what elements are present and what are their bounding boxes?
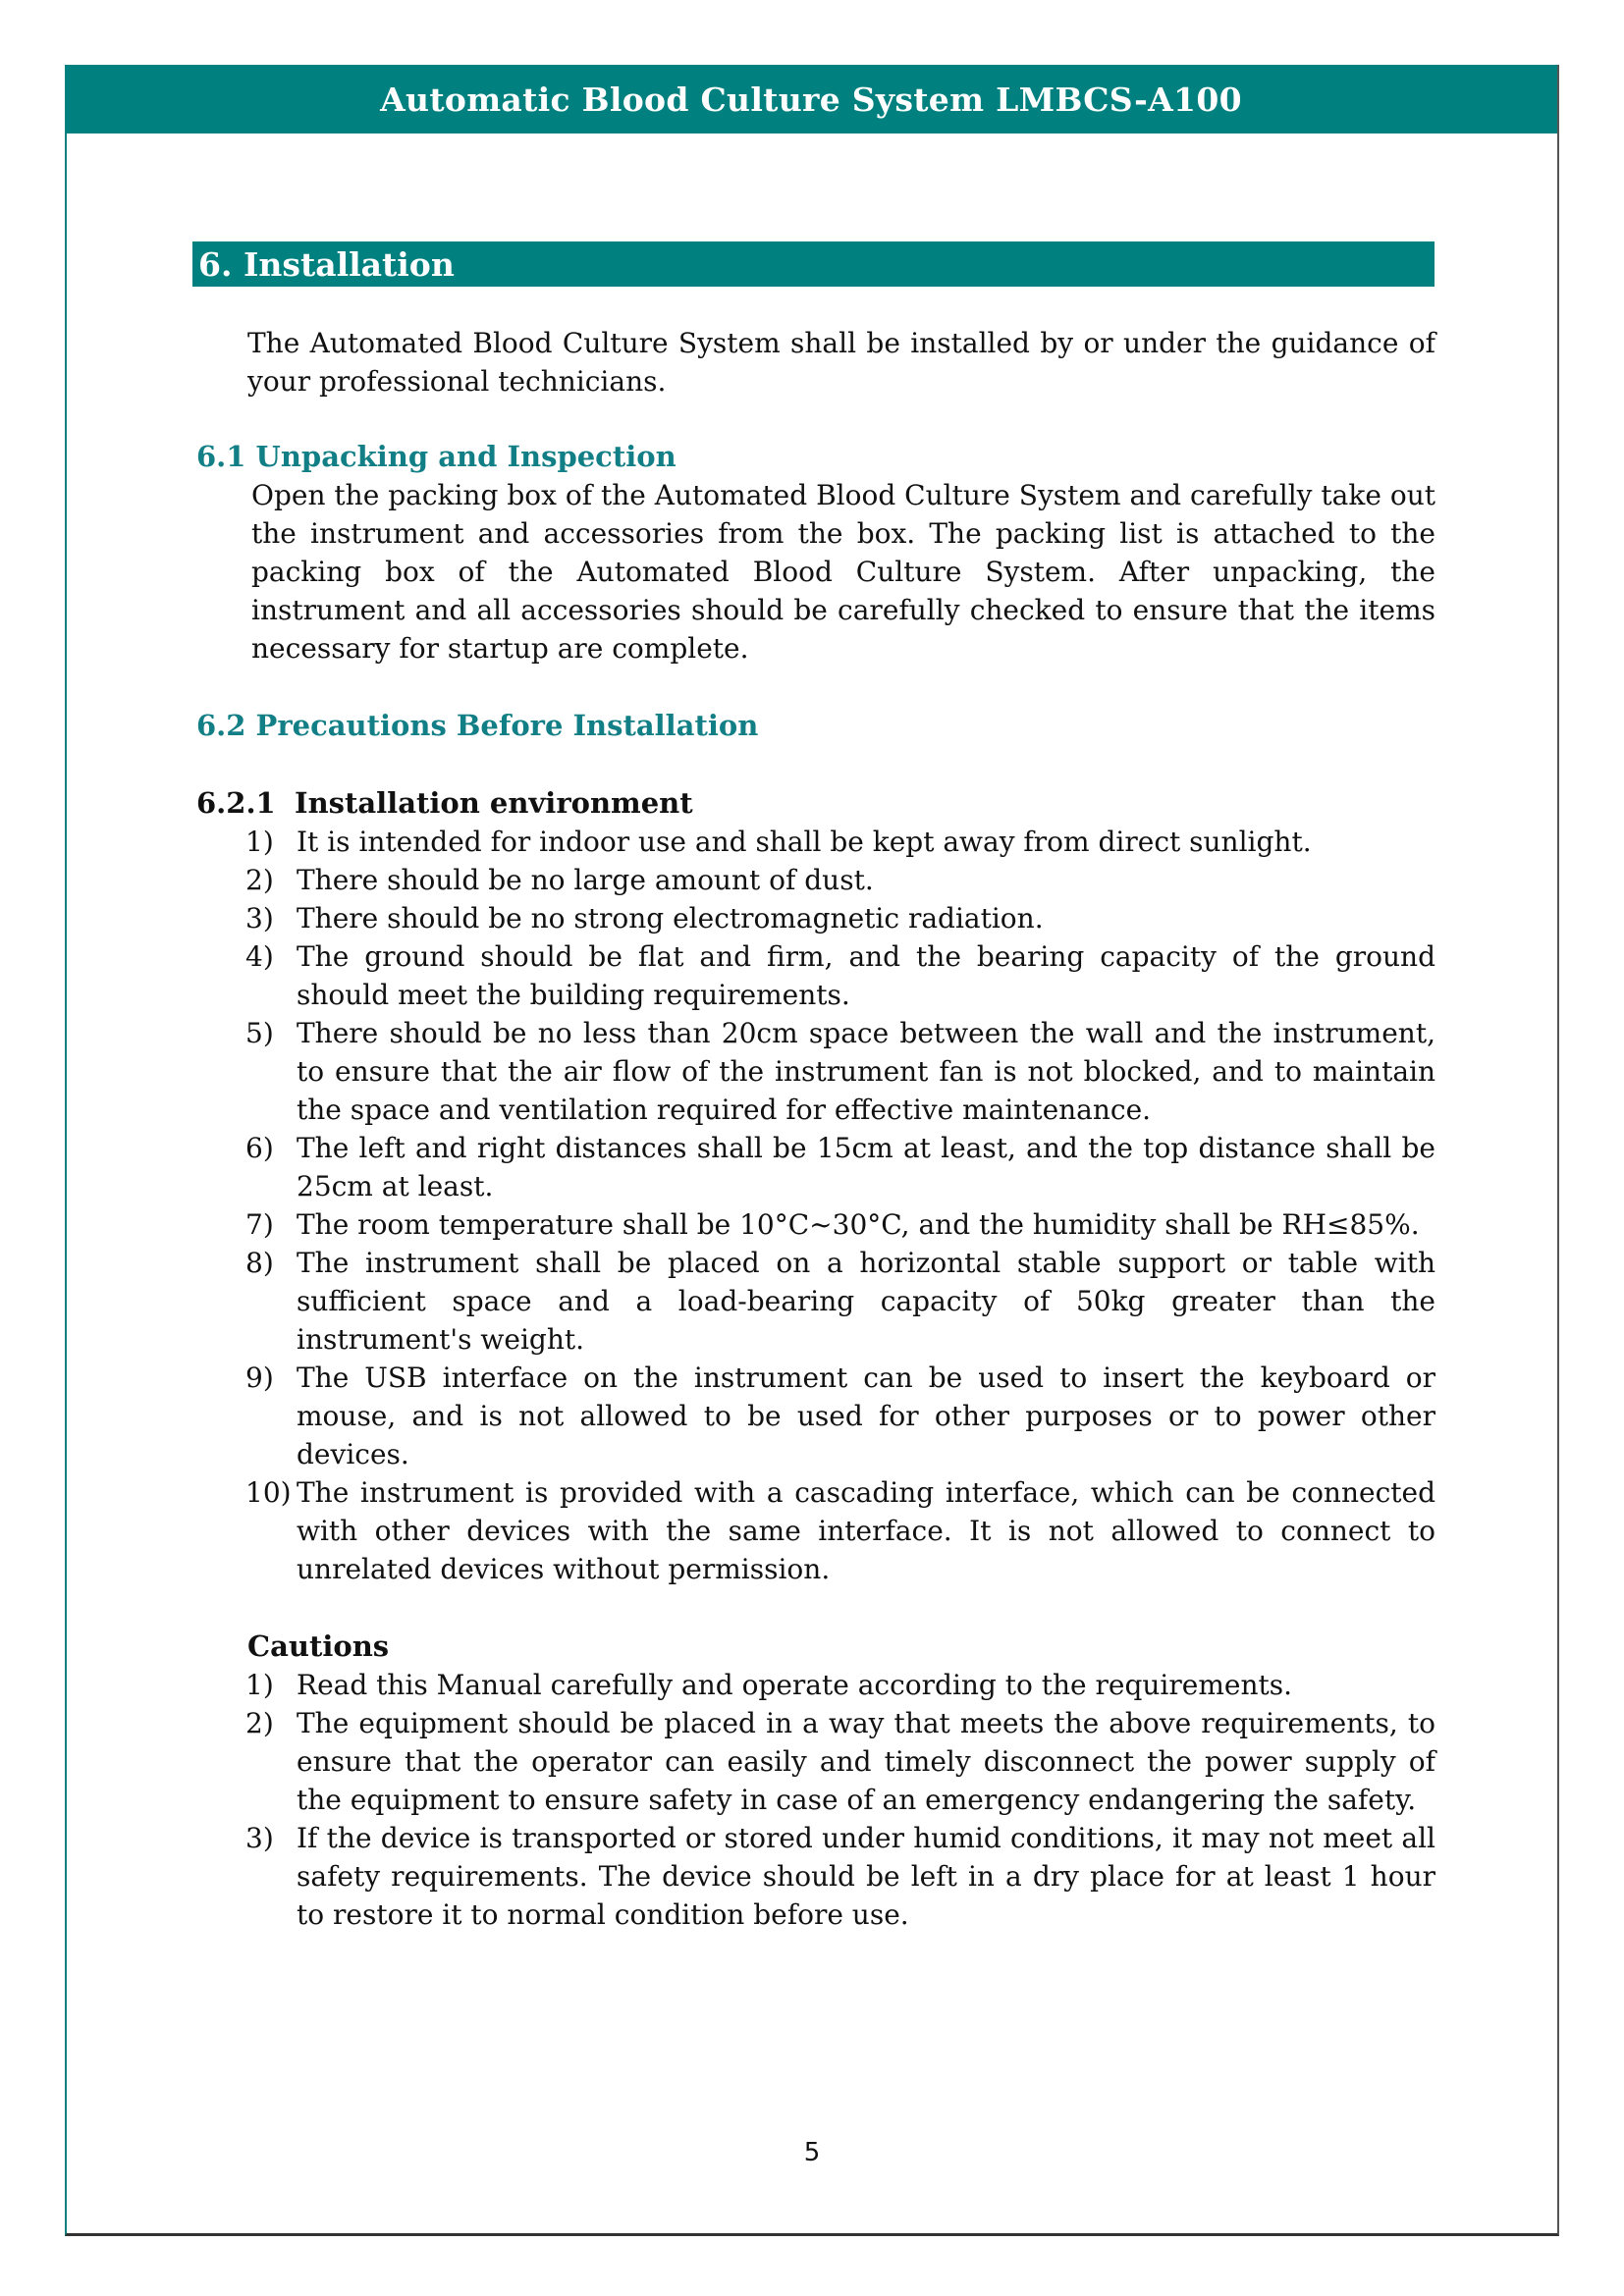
list-item bbox=[196, 1205, 1435, 1244]
list-item-text: Read this Manual carefully and operate according to the requirements. bbox=[297, 1669, 1293, 1701]
list-item bbox=[196, 899, 1435, 937]
list-item-text: There should be no less than 20cm space between the wall and the instrument, to ensure that the air flow of the instrument fan is not blocked, and to maintain the space and ventilation required for effective maintenance. bbox=[297, 1017, 1435, 1126]
cautions-heading: Cautions bbox=[247, 1629, 390, 1663]
list-item-text: The instrument shall be placed on a horizontal stable support or table with sufficient space and a load-bearing capacity of 50kg greater than the instrument's weight. bbox=[297, 1247, 1435, 1356]
list-item bbox=[196, 1129, 1435, 1205]
list-item bbox=[196, 1014, 1435, 1129]
list-item-number: 3) bbox=[245, 1822, 274, 1854]
document-title: Automatic Blood Culture System LMBCS-A100 bbox=[380, 80, 1242, 119]
page-content bbox=[196, 324, 1435, 1934]
list-item bbox=[196, 1359, 1435, 1473]
list-item-number: 6) bbox=[245, 1132, 274, 1164]
page-number: 5 bbox=[803, 2138, 821, 2167]
list-item bbox=[196, 1704, 1435, 1819]
list-item-text: There should be no large amount of dust. bbox=[297, 864, 874, 896]
list-item-text: The USB interface on the instrument can be used to insert the keyboard or mouse, and is not allowed to be used for other purposes or to power other devices. bbox=[297, 1362, 1435, 1470]
list-item-number: 7) bbox=[245, 1208, 274, 1241]
list-item-text: The left and right distances shall be 15cm at least, and the top distance shall be 25cm at least. bbox=[297, 1132, 1435, 1202]
list-item-text: The instrument is provided with a cascading interface, which can be connected with other devices with the same interface. It is not allowed to connect to unrelated devices without permission. bbox=[297, 1476, 1435, 1585]
section-intro: The Automated Blood Culture System shall be installed by or under the guidance of your professional technicians. bbox=[247, 327, 1435, 398]
list-item-text: The ground should be flat and firm, and the bearing capacity of the ground should meet the building requirements. bbox=[297, 940, 1435, 1011]
list-item bbox=[196, 823, 1435, 861]
list-item-text: The equipment should be placed in a way that meets the above requirements, to ensure that the operator can easily and timely disconnect the power supply of the equipment to ensure safety in case of an emergency endangering the safety. bbox=[297, 1707, 1435, 1816]
subsection-body-6-1: Open the packing box of the Automated Blood Culture System and carefully take out the instrument and accessories from the box. The packing list is attached to the packing box of the Automated Blood Culture System. After unpacking, the instrument and all accessories should be carefully checked to ensure that the items necessary for startup are complete. bbox=[251, 479, 1435, 665]
list-item-text: It is intended for indoor use and shall be kept away from direct sunlight. bbox=[297, 826, 1312, 858]
list-item-text: The room temperature shall be 10°C~30°C, and the humidity shall be RH≤85%. bbox=[297, 1208, 1420, 1241]
subsubsection-title: Installation environment bbox=[295, 786, 693, 820]
cautions-list bbox=[196, 1666, 1435, 1934]
list-item-number: 1) bbox=[245, 1669, 274, 1701]
list-item-number: 2) bbox=[245, 1707, 274, 1739]
list-item bbox=[196, 1819, 1435, 1934]
list-item-number: 10) bbox=[245, 1476, 292, 1509]
list-item-number: 9) bbox=[245, 1362, 274, 1394]
subsection-heading-6-2: 6.2 Precautions Before Installation bbox=[196, 709, 759, 742]
installation-environment-list bbox=[196, 823, 1435, 1588]
subsubsection-number: 6.2.1 bbox=[196, 786, 276, 820]
list-item bbox=[196, 1473, 1435, 1588]
list-item bbox=[196, 1244, 1435, 1359]
header-banner bbox=[65, 65, 1559, 133]
subsection-heading-6-1: 6.1 Unpacking and Inspection bbox=[196, 440, 677, 473]
list-item-number: 3) bbox=[245, 902, 274, 934]
list-item-text: If the device is transported or stored under humid conditions, it may not meet all safety requirements. The device should be left in a dry place for at least 1 hour to restore it to normal condition before use. bbox=[297, 1822, 1435, 1931]
list-item-number: 5) bbox=[245, 1017, 274, 1049]
list-item-number: 2) bbox=[245, 864, 274, 896]
list-item-number: 4) bbox=[245, 940, 274, 973]
section-heading-bar bbox=[192, 241, 1435, 287]
list-item-number: 1) bbox=[245, 826, 274, 858]
list-item bbox=[196, 861, 1435, 899]
list-item bbox=[196, 937, 1435, 1014]
subsubsection-heading-6-2-1 bbox=[196, 784, 1435, 823]
list-item bbox=[196, 1666, 1435, 1704]
section-title: 6. Installation bbox=[198, 244, 455, 284]
list-item-text: There should be no strong electromagnetic radiation. bbox=[297, 902, 1044, 934]
list-item-number: 8) bbox=[245, 1247, 274, 1279]
